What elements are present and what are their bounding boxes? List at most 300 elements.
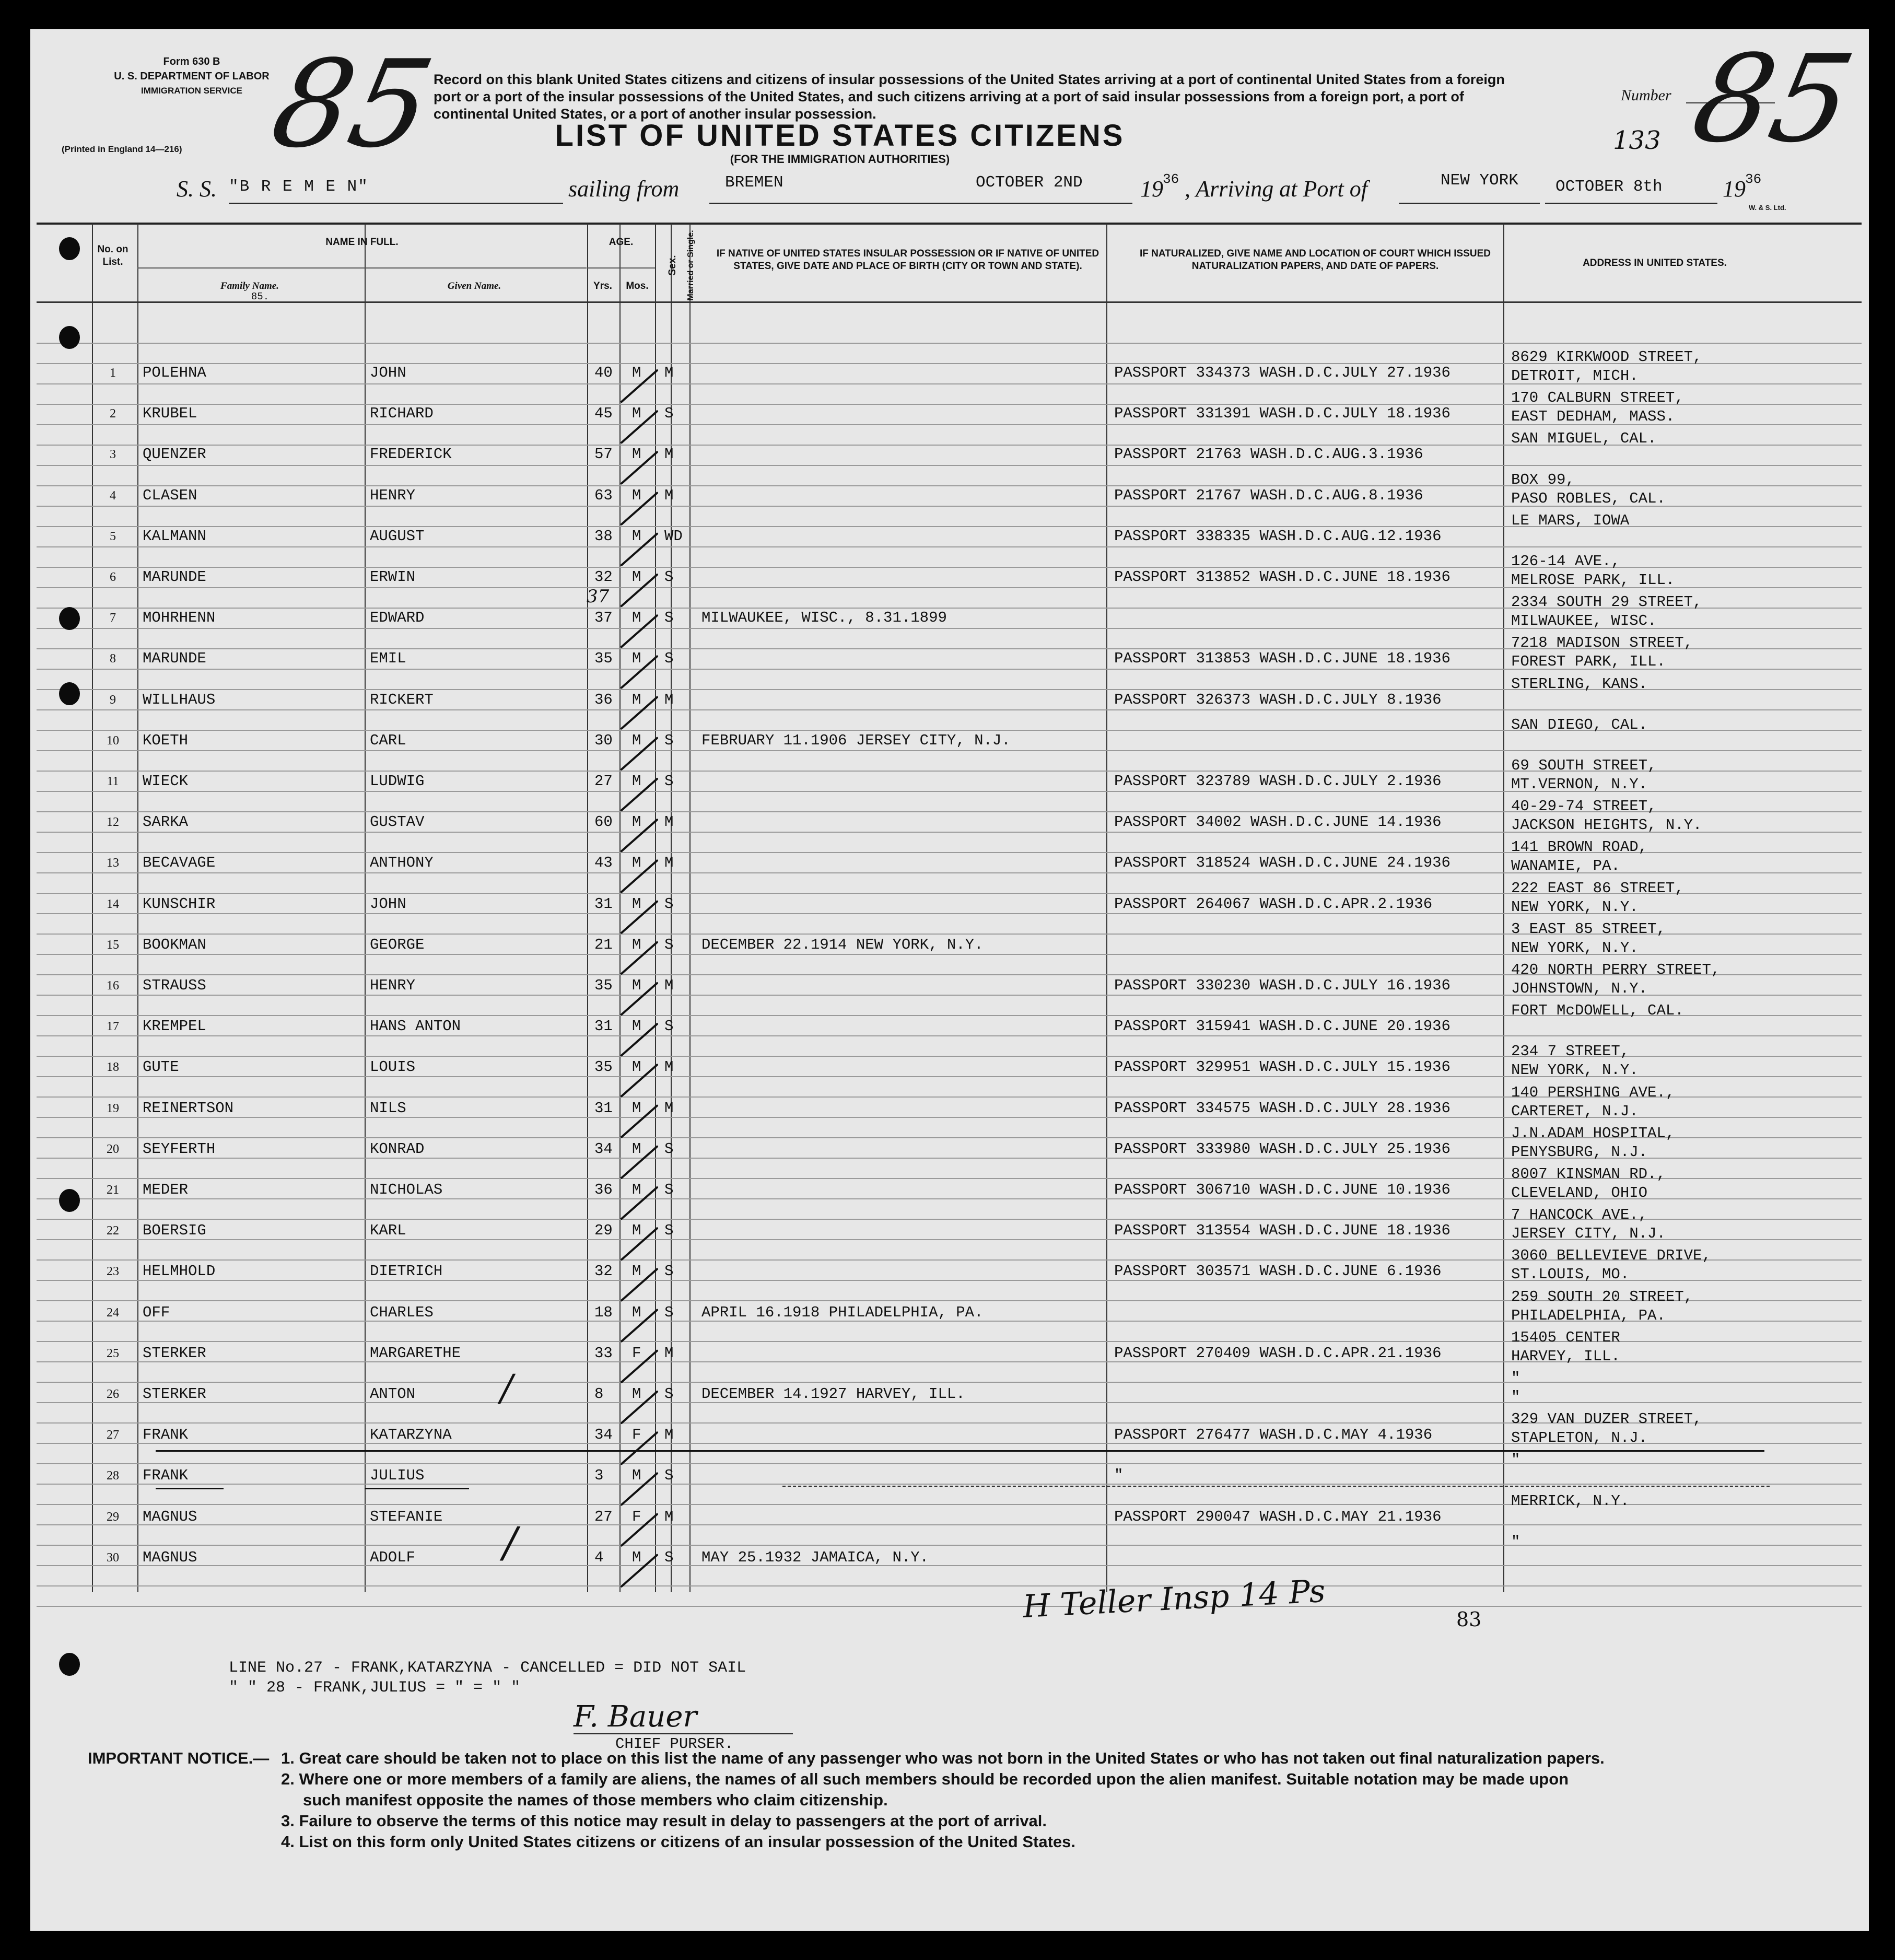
cell-status: S bbox=[664, 1140, 674, 1158]
cell-sex: M bbox=[632, 854, 641, 872]
cell-age: 8 bbox=[594, 1385, 604, 1403]
year-suffix: 36 bbox=[1163, 171, 1179, 187]
cell-given: GEORGE bbox=[370, 936, 425, 953]
arrival-port-underline bbox=[1399, 203, 1540, 204]
cell-sex: M bbox=[632, 1222, 641, 1240]
punch-hole bbox=[59, 1653, 80, 1676]
cell-naturalized: PASSPORT 276477 WASH.D.C.MAY 4.1936 bbox=[1114, 1426, 1433, 1444]
cell-status: M bbox=[664, 1344, 674, 1362]
tick-mark bbox=[622, 1228, 657, 1259]
cell-status: M bbox=[664, 813, 674, 831]
cell-status: S bbox=[664, 650, 674, 668]
ruled-line bbox=[37, 546, 1862, 547]
row-number: 2 bbox=[110, 407, 116, 421]
cell-age: 36 bbox=[594, 1181, 613, 1198]
cell-family: WIECK bbox=[143, 773, 189, 790]
cell-age: 33 bbox=[594, 1344, 613, 1362]
cell-naturalized: PASSPORT 333980 WASH.D.C.JULY 25.1936 bbox=[1114, 1140, 1451, 1158]
cell-status: S bbox=[664, 1303, 674, 1321]
column-rule bbox=[1106, 224, 1107, 1592]
cell-address-line-1: " bbox=[1511, 1370, 1520, 1387]
arrival-date-underline bbox=[1545, 203, 1717, 204]
cell-status: M bbox=[664, 1426, 674, 1444]
cell-family: KALMANN bbox=[143, 527, 206, 545]
row-number: 17 bbox=[107, 1020, 119, 1034]
cell-age: 40 bbox=[594, 364, 613, 381]
cell-given: CARL bbox=[370, 731, 406, 749]
ruled-line bbox=[37, 343, 1862, 344]
cell-address-line-1: 8007 KINSMAN RD., bbox=[1511, 1165, 1666, 1183]
cell-address-line-1: MERRICK, N.Y. bbox=[1511, 1492, 1630, 1510]
cell-address-line-1: SAN MIGUEL, CAL. bbox=[1511, 430, 1657, 448]
cell-address-line-1: 69 SOUTH STREET, bbox=[1511, 757, 1657, 774]
cell-family: MOHRHENN bbox=[143, 609, 216, 627]
cell-address-line-2: PASO ROBLES, CAL. bbox=[1511, 489, 1666, 507]
printed-note: (Printed in England 14—216) bbox=[62, 144, 182, 154]
cell-naturalized: PASSPORT 313852 WASH.D.C.JUNE 18.1936 bbox=[1114, 568, 1451, 586]
tick-mark bbox=[622, 1065, 657, 1096]
tick-mark bbox=[622, 1514, 657, 1546]
row-number: 14 bbox=[107, 897, 119, 911]
cell-status: M bbox=[664, 1058, 674, 1076]
cell-address-line-1: " bbox=[1511, 1533, 1520, 1550]
cell-sex: M bbox=[632, 1467, 641, 1485]
date-underline bbox=[960, 203, 1132, 204]
cell-naturalized: PASSPORT 331391 WASH.D.C.JULY 18.1936 bbox=[1114, 405, 1451, 423]
cell-address-line-1: 40-29-74 STREET, bbox=[1511, 798, 1657, 815]
cell-address-line-1: BOX 99, bbox=[1511, 471, 1575, 488]
record-instructions: Record on this blank United States citizens and citizens of insular possessions of the United States arriving at a port of continental United States from a foreign port or a port of the insular possessions of the United States, and such citizens arriving at a port of said insular possessions from a foreign port, a port of continental United States, or a port of another insular possession. bbox=[434, 72, 1505, 122]
purser-title: CHIEF PURSER. bbox=[615, 1735, 734, 1753]
cell-family: MEDER bbox=[143, 1181, 189, 1198]
row-number: 5 bbox=[110, 529, 116, 543]
cell-address-line-2: EAST DEDHAM, MASS. bbox=[1511, 408, 1675, 426]
cell-sex: M bbox=[632, 650, 641, 668]
cell-address-line-1: 3 EAST 85 STREET, bbox=[1511, 920, 1666, 938]
cell-address-line-2: WANAMIE, PA. bbox=[1511, 857, 1620, 875]
cell-given: CHARLES bbox=[370, 1303, 434, 1321]
cell-status: M bbox=[664, 1508, 674, 1525]
cell-address-line-1: 15405 CENTER bbox=[1511, 1328, 1620, 1346]
row-number: 1 bbox=[110, 366, 116, 380]
cell-address-line-1: 7218 MADISON STREET, bbox=[1511, 634, 1693, 652]
cell-status: S bbox=[664, 1548, 674, 1566]
cell-naturalized: PASSPORT 270409 WASH.D.C.APR.21.1936 bbox=[1114, 1344, 1442, 1362]
ss-label: S. S. bbox=[177, 176, 217, 202]
cell-family: GUTE bbox=[143, 1058, 179, 1076]
ruled-line bbox=[37, 1382, 1862, 1383]
sailing-from-label: sailing from bbox=[568, 176, 680, 202]
cell-given: KARL bbox=[370, 1222, 406, 1240]
cell-age: 32 bbox=[594, 568, 613, 586]
cell-age: 63 bbox=[594, 486, 613, 504]
important-notice bbox=[88, 1748, 1853, 1852]
cell-naturalized: PASSPORT 313853 WASH.D.C.JUNE 18.1936 bbox=[1114, 650, 1451, 668]
notice-item-2: 2. Where one or more members of a family are aliens, the names of all such members should be recorded upon the alien manifest. Suitable notation may be made upon bbox=[281, 1770, 1569, 1788]
tick-mark bbox=[622, 493, 657, 524]
printer-mark: W. & S. Ltd. bbox=[1749, 204, 1786, 212]
cell-native: DECEMBER 22.1914 NEW YORK, N.Y. bbox=[701, 936, 984, 953]
cell-naturalized: " bbox=[1114, 1467, 1124, 1485]
cell-address-line-1: 420 NORTH PERRY STREET, bbox=[1511, 961, 1721, 978]
ruled-line bbox=[37, 1524, 1862, 1525]
cell-status: S bbox=[664, 1222, 674, 1240]
handwritten-mark: / bbox=[503, 1518, 517, 1567]
cell-sex: M bbox=[632, 1099, 641, 1117]
row-number: 3 bbox=[110, 448, 116, 462]
arrival-year-prefix: 19 bbox=[1723, 176, 1746, 202]
ruled-line bbox=[37, 1484, 1862, 1485]
cell-native: APRIL 16.1918 PHILADELPHIA, PA. bbox=[701, 1303, 984, 1321]
cell-address-line-1: 329 VAN DUZER STREET, bbox=[1511, 1410, 1702, 1428]
column-rule bbox=[137, 224, 138, 1592]
cell-address-line-2: CARTERET, N.J. bbox=[1511, 1102, 1639, 1120]
row-number: 13 bbox=[107, 856, 119, 870]
cell-naturalized: PASSPORT 334373 WASH.D.C.JULY 27.1936 bbox=[1114, 364, 1451, 381]
tick-mark bbox=[622, 656, 657, 687]
cell-naturalized: PASSPORT 318524 WASH.D.C.JUNE 24.1936 bbox=[1114, 854, 1451, 872]
cell-address-line-1: SAN DIEGO, CAL. bbox=[1511, 716, 1648, 733]
cell-native: DECEMBER 14.1927 HARVEY, ILL. bbox=[701, 1385, 965, 1403]
col-yrs: Yrs. bbox=[593, 281, 612, 291]
number-label: Number bbox=[1621, 87, 1671, 104]
arrival-port: NEW YORK bbox=[1441, 171, 1518, 190]
cell-address-line-1: 126-14 AVE., bbox=[1511, 553, 1620, 570]
cell-status: M bbox=[664, 854, 674, 872]
cell-sex: M bbox=[632, 691, 641, 708]
cell-status: M bbox=[664, 364, 674, 381]
cell-family: CLASEN bbox=[143, 486, 197, 504]
row-number: 4 bbox=[110, 488, 116, 503]
cell-naturalized: PASSPORT 264067 WASH.D.C.APR.2.1936 bbox=[1114, 895, 1433, 913]
arriving-label: , Arriving at Port of bbox=[1185, 176, 1367, 202]
cell-sex: M bbox=[632, 895, 641, 913]
punch-hole bbox=[59, 682, 80, 705]
row-number: 16 bbox=[107, 979, 119, 993]
inspector-note: H Teller Insp 14 Ps bbox=[1022, 1572, 1326, 1626]
cell-sex: M bbox=[632, 446, 641, 463]
age-subrule bbox=[587, 267, 655, 269]
cell-status: M bbox=[664, 977, 674, 994]
cell-status: S bbox=[664, 1018, 674, 1035]
cell-given: FREDERICK bbox=[370, 446, 452, 463]
cell-address-line-1: 7 HANCOCK AVE., bbox=[1511, 1206, 1648, 1224]
cell-family: KOETH bbox=[143, 731, 189, 749]
cell-status: S bbox=[664, 731, 674, 749]
tick-mark bbox=[622, 575, 657, 606]
cell-age: 35 bbox=[594, 977, 613, 994]
cell-status: WD bbox=[664, 527, 683, 545]
family-name-note: 85. bbox=[251, 291, 270, 302]
cell-sex: F bbox=[632, 1344, 641, 1362]
tick-mark bbox=[622, 1392, 657, 1423]
ruled-line bbox=[37, 750, 1862, 751]
cell-family: REINERTSON bbox=[143, 1099, 234, 1117]
cell-family: MAGNUS bbox=[143, 1548, 197, 1566]
cell-naturalized: PASSPORT 329951 WASH.D.C.JULY 15.1936 bbox=[1114, 1058, 1451, 1076]
cell-address-line-2: MT.VERNON, N.Y. bbox=[1511, 776, 1648, 793]
cell-address-line-2: MELROSE PARK, ILL. bbox=[1511, 571, 1675, 589]
punch-hole bbox=[59, 326, 80, 349]
cell-address-line-1: FORT McDOWELL, CAL. bbox=[1511, 1002, 1684, 1020]
cell-naturalized: PASSPORT 338335 WASH.D.C.AUG.12.1936 bbox=[1114, 527, 1442, 545]
cell-age: 27 bbox=[594, 1508, 613, 1525]
cell-age: 18 bbox=[594, 1303, 613, 1321]
cell-sex: M bbox=[632, 527, 641, 545]
cell-family: POLEHNA bbox=[143, 364, 206, 381]
col-mos: Mos. bbox=[626, 281, 649, 291]
tick-mark bbox=[622, 1147, 657, 1178]
signature-line bbox=[574, 1733, 793, 1734]
purser-signature: F. Bauer bbox=[574, 1700, 697, 1734]
cell-sex: M bbox=[632, 486, 641, 504]
row-28-given-strike bbox=[365, 1488, 469, 1489]
col-sex: Sex. bbox=[667, 255, 678, 276]
cell-given: NICHOLAS bbox=[370, 1181, 443, 1198]
tick-mark bbox=[622, 370, 657, 402]
cell-address-line-1: 8629 KIRKWOOD STREET, bbox=[1511, 348, 1702, 366]
row-number: 21 bbox=[107, 1183, 119, 1197]
tick-mark bbox=[622, 1310, 657, 1341]
page-title: LIST OF UNITED STATES CITIZENS bbox=[555, 119, 1125, 153]
port-underline bbox=[709, 203, 960, 204]
cell-naturalized: PASSPORT 315941 WASH.D.C.JUNE 20.1936 bbox=[1114, 1018, 1451, 1035]
handwritten-mark: / bbox=[500, 1367, 513, 1409]
row-number: 11 bbox=[107, 775, 119, 788]
cell-address-line-1: 222 EAST 86 STREET, bbox=[1511, 879, 1684, 897]
cell-given: KATARZYNA bbox=[370, 1426, 452, 1444]
cell-given: EMIL bbox=[370, 650, 406, 668]
row-number: 6 bbox=[110, 570, 116, 584]
tick-mark bbox=[622, 983, 657, 1014]
cell-sex: M bbox=[632, 1303, 641, 1321]
departure-date: OCTOBER 2ND bbox=[976, 173, 1083, 192]
cell-naturalized: PASSPORT 34002 WASH.D.C.JUNE 14.1936 bbox=[1114, 813, 1442, 831]
cell-family: FRANK bbox=[143, 1426, 189, 1444]
cell-age: 31 bbox=[594, 1018, 613, 1035]
cell-sex: M bbox=[632, 1140, 641, 1158]
tick-mark bbox=[622, 1187, 657, 1219]
col-family-name: Family Name. bbox=[220, 281, 279, 291]
cell-sex: M bbox=[632, 731, 641, 749]
ruled-line bbox=[37, 465, 1862, 466]
tick-marks bbox=[579, 290, 746, 1659]
cell-naturalized: PASSPORT 21763 WASH.D.C.AUG.3.1936 bbox=[1114, 446, 1423, 463]
cell-given: JOHN bbox=[370, 895, 406, 913]
bottom-number: 83 bbox=[1456, 1608, 1482, 1631]
cell-family: FRANK bbox=[143, 1467, 189, 1485]
col-address: ADDRESS IN UNITED STATES. bbox=[1583, 258, 1727, 269]
tick-mark bbox=[622, 738, 657, 769]
col-no: No. on List. bbox=[97, 244, 128, 267]
cell-age: 34 bbox=[594, 1140, 613, 1158]
list-number: 133 bbox=[1613, 126, 1661, 155]
cell-address-line-2: PENYSBURG, N.J. bbox=[1511, 1143, 1648, 1161]
tick-mark bbox=[622, 860, 657, 892]
tick-mark bbox=[622, 1269, 657, 1300]
cell-naturalized: PASSPORT 290047 WASH.D.C.MAY 21.1936 bbox=[1114, 1508, 1442, 1525]
row-number: 23 bbox=[107, 1265, 119, 1279]
cell-address-line-2: FOREST PARK, ILL. bbox=[1511, 653, 1666, 671]
ship-underline bbox=[229, 203, 563, 204]
row-28-strike bbox=[782, 1486, 1770, 1487]
cell-age: 3 bbox=[594, 1467, 604, 1485]
cell-family: SARKA bbox=[143, 813, 189, 831]
cell-given: RICKERT bbox=[370, 691, 434, 708]
cell-given: AUGUST bbox=[370, 527, 425, 545]
cell-given: MARGARETHE bbox=[370, 1344, 461, 1362]
column-rule bbox=[1503, 224, 1504, 1592]
row-number: 30 bbox=[107, 1550, 119, 1565]
cell-address-line-2: DETROIT, MICH. bbox=[1511, 367, 1639, 384]
col-naturalized: IF NATURALIZED, GIVE NAME AND LOCATION OF COURT WHICH ISSUED NATURALIZATION PAPERS, AND DATE OF PAPERS. bbox=[1139, 248, 1491, 272]
punch-hole bbox=[59, 607, 80, 630]
cell-status: M bbox=[664, 691, 674, 708]
cell-family: MAGNUS bbox=[143, 1508, 197, 1525]
ruled-line bbox=[37, 1606, 1862, 1607]
cell-status: S bbox=[664, 1467, 674, 1485]
cell-family: SEYFERTH bbox=[143, 1140, 216, 1158]
cell-sex: M bbox=[632, 609, 641, 627]
tick-mark bbox=[622, 697, 657, 729]
cell-status: S bbox=[664, 773, 674, 790]
cell-family: BOERSIG bbox=[143, 1222, 206, 1240]
handwritten-number-right: 85 bbox=[1681, 30, 1865, 169]
row-number: 15 bbox=[107, 938, 119, 952]
row-number: 24 bbox=[107, 1305, 119, 1320]
cell-age: 43 bbox=[594, 854, 613, 872]
cell-given: RICHARD bbox=[370, 405, 434, 423]
cell-age: 27 bbox=[594, 773, 613, 790]
tick-mark bbox=[622, 1555, 657, 1586]
row-number: 8 bbox=[110, 652, 116, 666]
cell-family: KUNSCHIR bbox=[143, 895, 216, 913]
cell-given: LOUIS bbox=[370, 1058, 416, 1076]
departure-port: BREMEN bbox=[725, 173, 783, 192]
cell-sex: M bbox=[632, 568, 641, 586]
age-correction: 37 bbox=[587, 586, 610, 607]
cell-native: FEBRUARY 11.1906 JERSEY CITY, N.J. bbox=[701, 731, 1011, 749]
cell-given: GUSTAV bbox=[370, 813, 425, 831]
cell-naturalized: PASSPORT 330230 WASH.D.C.JULY 16.1936 bbox=[1114, 977, 1451, 994]
cell-age: 29 bbox=[594, 1222, 613, 1240]
cell-family: KREMPEL bbox=[143, 1018, 206, 1035]
cell-age: 31 bbox=[594, 895, 613, 913]
col-given-name: Given Name. bbox=[447, 281, 501, 291]
service: IMMIGRATION SERVICE bbox=[141, 86, 242, 96]
ruled-line bbox=[37, 709, 1862, 710]
row-number: 10 bbox=[107, 733, 119, 748]
tick-mark bbox=[622, 1024, 657, 1055]
cell-family: WILLHAUS bbox=[143, 691, 216, 708]
cell-status: M bbox=[664, 486, 674, 504]
cell-family: BOOKMAN bbox=[143, 936, 206, 953]
row-27-strike bbox=[156, 1450, 1764, 1452]
cell-sex: M bbox=[632, 977, 641, 994]
cell-address-line-1: 3060 BELLEVIEVE DRIVE, bbox=[1511, 1247, 1711, 1265]
col-married: Married or Single. bbox=[686, 230, 695, 301]
cell-family: STRAUSS bbox=[143, 977, 206, 994]
tick-mark bbox=[622, 452, 657, 483]
cell-age: 4 bbox=[594, 1548, 604, 1566]
cell-age: 30 bbox=[594, 731, 613, 749]
cell-naturalized: PASSPORT 313554 WASH.D.C.JUNE 18.1936 bbox=[1114, 1222, 1451, 1240]
cell-family: MARUNDE bbox=[143, 568, 206, 586]
cell-given: HANS ANTON bbox=[370, 1018, 461, 1035]
cell-status: S bbox=[664, 1385, 674, 1403]
cell-age: 38 bbox=[594, 527, 613, 545]
cell-status: M bbox=[664, 446, 674, 463]
cell-family: OFF bbox=[143, 1303, 170, 1321]
col-name: NAME IN FULL. bbox=[325, 237, 399, 248]
cell-address-line-2: NEW YORK, N.Y. bbox=[1511, 939, 1639, 956]
row-number: 18 bbox=[107, 1060, 119, 1075]
cell-family: BECAVAGE bbox=[143, 854, 216, 872]
cell-given: ERWIN bbox=[370, 568, 416, 586]
cell-given: STEFANIE bbox=[370, 1508, 443, 1525]
cell-given: JULIUS bbox=[370, 1467, 425, 1485]
cell-status: S bbox=[664, 405, 674, 423]
tick-mark bbox=[622, 1351, 657, 1382]
col-native: IF NATIVE OF UNITED STATES INSULAR POSSESSION OR IF NATIVE OF UNITED STATES, GIVE DATE AND PLACE OF BIRTH (CITY OR TOWN AND STATE). bbox=[716, 248, 1099, 272]
row-number: 12 bbox=[107, 815, 119, 830]
row-number: 19 bbox=[107, 1101, 119, 1115]
cell-given: NILS bbox=[370, 1099, 406, 1117]
cell-address-line-2: " bbox=[1511, 1389, 1520, 1406]
cell-address-line-1: 259 SOUTH 20 STREET, bbox=[1511, 1288, 1693, 1305]
ruled-line bbox=[37, 1463, 1862, 1464]
page-subtitle: (FOR THE IMMIGRATION AUTHORITIES) bbox=[730, 153, 950, 166]
form-meta bbox=[69, 54, 314, 98]
cell-given: KONRAD bbox=[370, 1140, 425, 1158]
handwritten-number-left: 85 bbox=[261, 35, 444, 174]
cell-status: M bbox=[664, 1099, 674, 1117]
cell-family: KRUBEL bbox=[143, 405, 197, 423]
cell-status: S bbox=[664, 936, 674, 953]
cell-age: 45 bbox=[594, 405, 613, 423]
cell-given: HENRY bbox=[370, 977, 416, 994]
notice-item-1: 1. Great care should be taken not to place on this list the name of any passenger who was not born in the United States or who has not taken out final naturalization papers. bbox=[281, 1749, 1605, 1767]
cell-address-line-1: 2334 SOUTH 29 STREET, bbox=[1511, 593, 1702, 611]
col-age: AGE. bbox=[609, 237, 634, 248]
cell-address-line-1: 170 CALBURN STREET, bbox=[1511, 389, 1684, 407]
cell-naturalized: PASSPORT 334575 WASH.D.C.JULY 28.1936 bbox=[1114, 1099, 1451, 1117]
ruled-line bbox=[37, 1545, 1862, 1546]
cell-age: 60 bbox=[594, 813, 613, 831]
cell-naturalized: PASSPORT 306710 WASH.D.C.JUNE 10.1936 bbox=[1114, 1181, 1451, 1198]
cell-native: MAY 25.1932 JAMAICA, N.Y. bbox=[701, 1548, 929, 1566]
cell-address-line-2: JERSEY CITY, N.J. bbox=[1511, 1225, 1666, 1243]
cell-given: LUDWIG bbox=[370, 773, 425, 790]
table-top-border bbox=[37, 223, 1862, 225]
cell-given: HENRY bbox=[370, 486, 416, 504]
cell-naturalized: PASSPORT 323789 WASH.D.C.JULY 2.1936 bbox=[1114, 773, 1442, 790]
row-number: 9 bbox=[110, 693, 116, 707]
cell-address-line-1: 141 BROWN ROAD, bbox=[1511, 838, 1648, 856]
cell-address-line-1: 140 PERSHING AVE., bbox=[1511, 1083, 1675, 1101]
cell-address-line-1: STERLING, KANS. bbox=[1511, 675, 1648, 693]
cell-sex: M bbox=[632, 1181, 641, 1198]
cell-sex: M bbox=[632, 813, 641, 831]
cell-status: S bbox=[664, 568, 674, 586]
cell-address-line-2: CLEVELAND, OHIO bbox=[1511, 1184, 1648, 1201]
cell-sex: M bbox=[632, 405, 641, 423]
cell-age: 31 bbox=[594, 1099, 613, 1117]
cell-address-line-2: JACKSON HEIGHTS, N.Y. bbox=[1511, 816, 1702, 834]
cell-sex: M bbox=[632, 364, 641, 381]
row-number: 20 bbox=[107, 1142, 119, 1156]
cell-sex: M bbox=[632, 1018, 641, 1035]
